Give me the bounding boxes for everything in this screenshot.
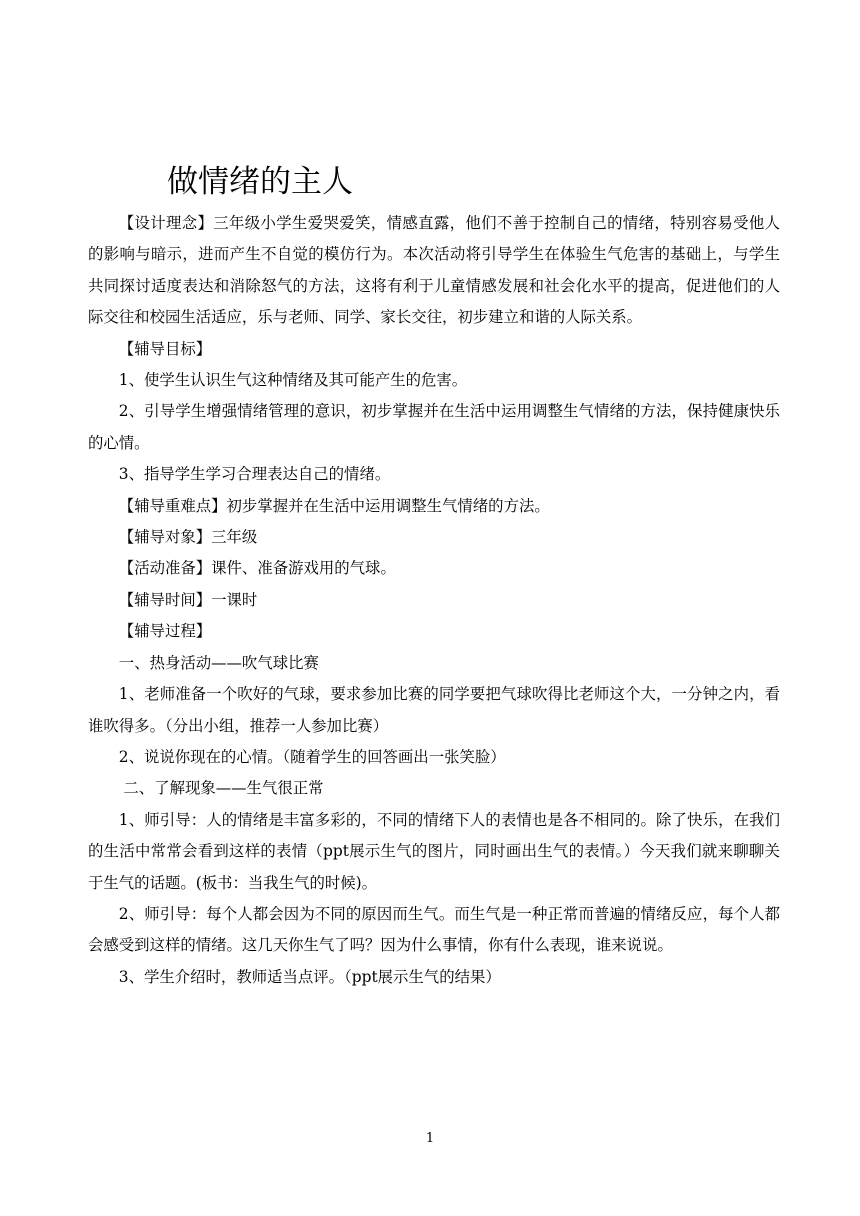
paragraph-preparation: 【活动准备】课件、准备游戏用的气球。: [118, 559, 396, 578]
paragraph-goals-heading: 【辅导目标】: [118, 339, 212, 358]
page-number: 1: [425, 1131, 435, 1146]
paragraph-section-1-heading: 一、热身活动——吹气球比赛: [118, 653, 319, 672]
paragraph-goal-1: 1、使学生认识生气这种情绪及其可能产生的危害。: [118, 371, 468, 390]
paragraph-section-1-step-2: 2、说说你现在的心情。（随着学生的回答画出一张笑脸）: [118, 747, 506, 766]
paragraph-design-concept: 【设计理念】三年级小学生爱哭爱笑，情感直露，他们不善于控制自己的情绪，特别容易受他人的影响与暗示，进而产生不自觉的模仿行为。本次活动将引导学生在体验生气危害的基础上，与学生共同探讨适度表达和消除怒气的方法，这将有利于儿童情感发展和社会化水平的提高，促进他们的人际交往和校园生活适应，乐与老师、同学、家长交往，初步建立和谐的人际关系。: [88, 214, 780, 327]
paragraph-section-2-step-2: 2、师引导：每个人都会因为不同的原因而生气。而生气是一种正常而普遍的情绪反应，每个人都会感受到这样的情绪。这几天你生气了吗？因为什么事情，你有什么表现，谁来说说。: [88, 904, 780, 955]
paragraph-process-heading: 【辅导过程】: [118, 622, 212, 641]
paragraph-section-2-step-3: 3、学生介绍时，教师适当点评。（ppt展示生气的结果）: [118, 967, 501, 986]
paragraph-duration: 【辅导时间】一课时: [118, 590, 258, 609]
paragraph-goal-2: 2、引导学生增强情绪管理的意识，初步掌握并在生活中运用调整生气情绪的方法，保持健康快乐的心情。: [88, 402, 780, 452]
paragraph-section-2-heading: 二、了解现象——生气很正常: [123, 779, 324, 798]
paragraph-key-points: 【辅导重难点】初步掌握并在生活中运用调整生气情绪的方法。: [118, 496, 550, 515]
document-title: 做情绪的主人: [167, 164, 353, 200]
paragraph-section-1-step-1: 1、老师准备一个吹好的气球，要求参加比赛的同学要把气球吹得比老师这个大，一分钟之内，看谁吹得多。（分出小组，推荐一人参加比赛）: [88, 685, 780, 735]
paragraph-section-2-step-1: 1、师引导：人的情绪是丰富多彩的，不同的情绪下人的表情也是各不相同的。除了快乐，在我们的生活中常常会看到这样的表情（ppt展示生气的图片，同时画出生气的表情。）今天我们就来聊聊关于生气的话题。(板书：当我生气的时候)。: [88, 810, 780, 892]
document-body: [88, 208, 780, 993]
paragraph-audience: 【辅导对象】三年级: [118, 528, 258, 547]
paragraph-goal-3: 3、指导学生学习合理表达自己的情绪。: [118, 465, 391, 484]
